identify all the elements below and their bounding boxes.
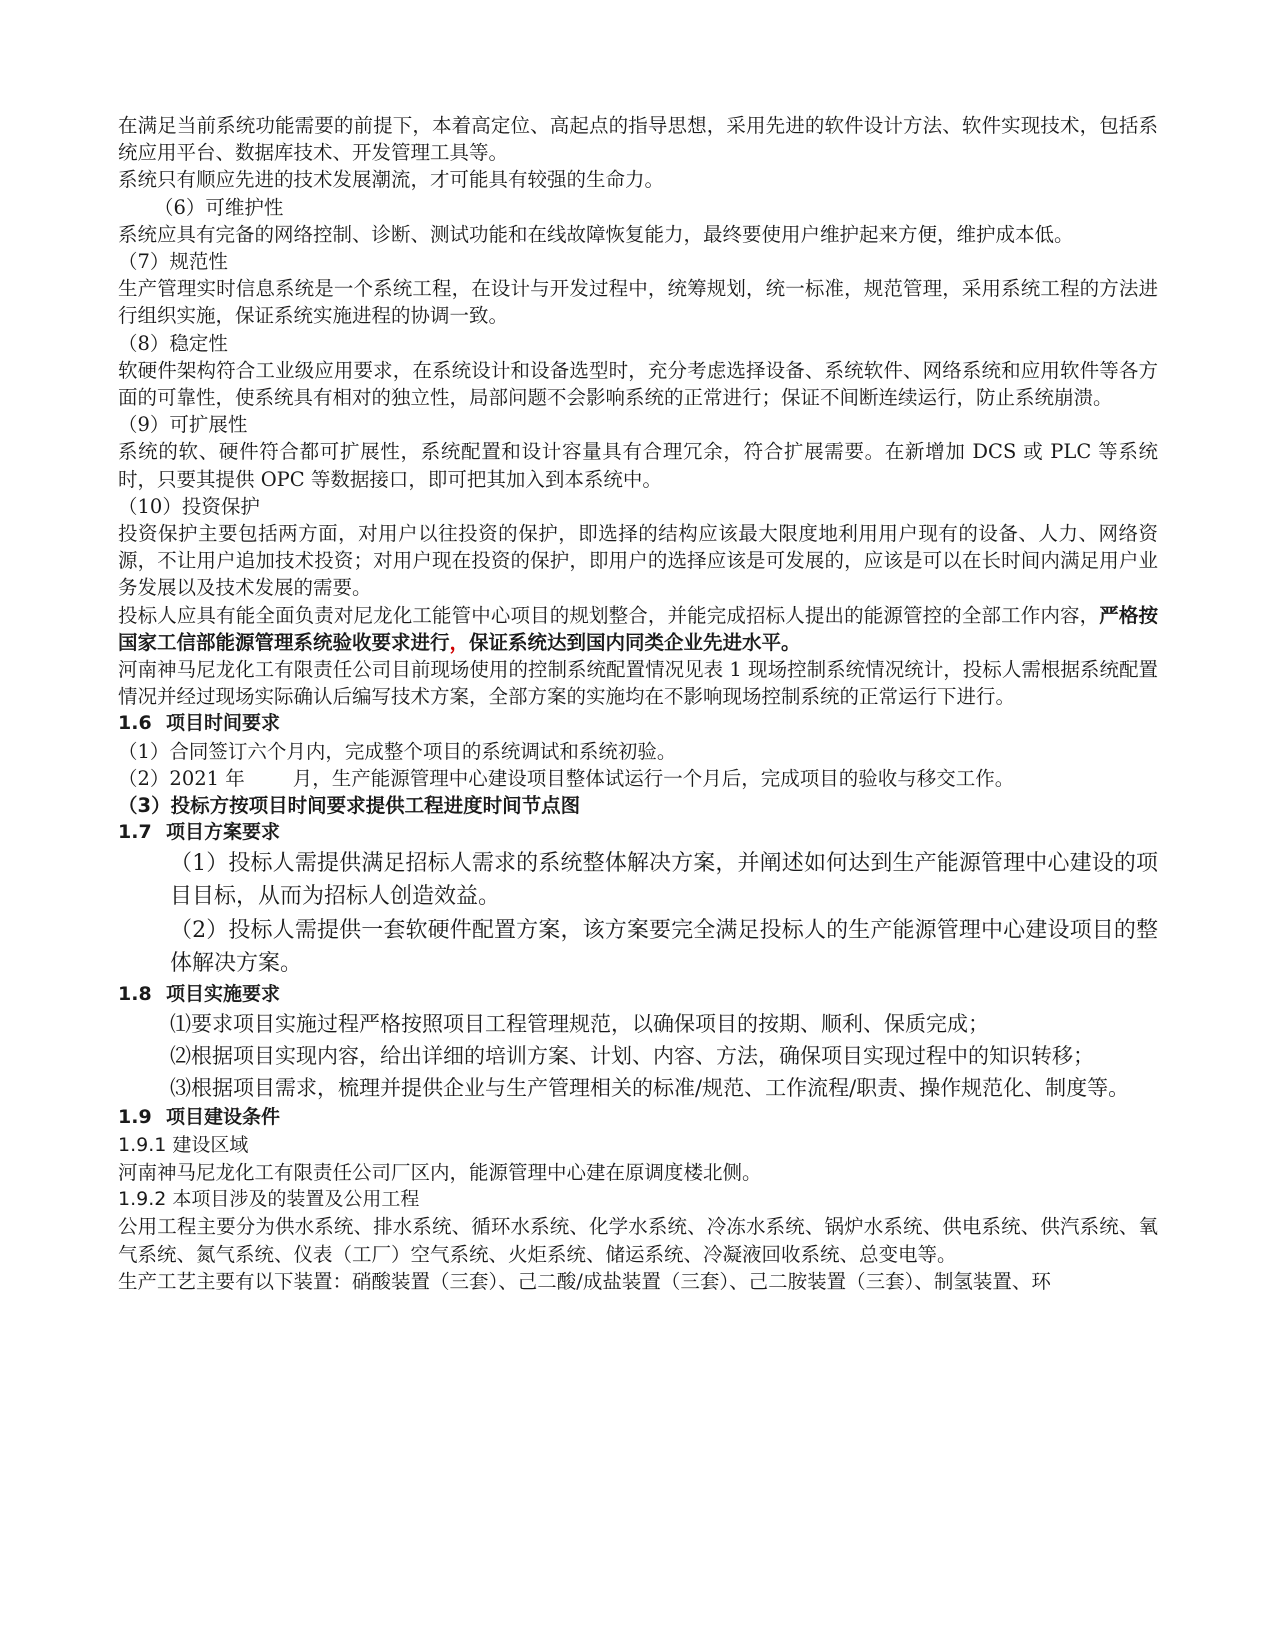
paragraph-vitality: 系统只有顺应先进的技术发展潮流，才可能具有较强的生命力。 — [118, 168, 665, 192]
section-number: 1.8 — [118, 982, 152, 1005]
sec16-item-2 — [118, 765, 1158, 792]
paragraph-control-system: 河南神马尼龙化工有限责任公司目前现场使用的控制系统配置情况见表 1 现场控制系统情况统计，投标人需根据系统配置情况并经过现场实际确认后编写技术方案，全部方案的实施均在不影响现场控制系统的正常运行下进行。 — [118, 658, 1158, 709]
heading-stability: （8）稳定性 — [118, 331, 228, 355]
bidder-emphasis-1: 严格按国家工信部能源管理系统验收要求进行 — [118, 603, 1158, 654]
sec16-item-1: （1）合同签订六个月内，完成整个项目的系统调试和系统初验。 — [118, 739, 677, 763]
bidder-period: 。 — [781, 630, 801, 654]
sec18-item-2: ⑵根据项目实现内容，给出详细的培训方案、计划、内容、方法，确保项目实现过程中的知识转移； — [170, 1044, 1094, 1069]
subsection-1-9-2: 1.9.2 本项目涉及的装置及公用工程 — [118, 1188, 420, 1211]
section-title: 项目时间要求 — [166, 712, 281, 735]
section-number: 1.9 — [118, 1106, 152, 1129]
heading-standardization: （7）规范性 — [118, 250, 228, 274]
paragraph-bidder-responsibility — [118, 602, 1158, 656]
sec18-item-3: ⑶根据项目需求，梳理并提供企业与生产管理相关的标准/规范、工作流程/职责、操作规范化、制度等。 — [170, 1076, 1130, 1101]
heading-investment-protection: （10）投资保护 — [118, 494, 260, 518]
section-number: 1.6 — [118, 712, 152, 735]
paragraph-standardization: 生产管理实时信息系统是一个系统工程，在设计与开发过程中，统筹规划，统一标准，规范管理，采用系统工程的方法进行组织实施，保证系统实施进程的协调一致。 — [118, 277, 1158, 328]
paragraph-tech-advance: 在满足当前系统功能需要的前提下，本着高定位、高起点的指导思想，采用先进的软件设计方法、软件实现技术，包括系统应用平台、数据库技术、开发管理工具等。 — [118, 114, 1158, 165]
paragraph-investment-protection: 投资保护主要包括两方面，对用户以往投资的保护，即选择的结构应该最大限度地利用用户现有的设备、人力、网络资源，不让用户追加技术投资；对用户现在投资的保护，即用户的选择应该是可发展的，应该是可以在长时间内满足用户业务发展以及技术发展的需要。 — [118, 522, 1158, 600]
paragraph-stability: 软硬件架构符合工业级应用要求，在系统设计和设备选型时，充分考虑选择设备、系统软件、网络系统和应用软件等各方面的可靠性，使系统具有相对的独立性，局部问题不会影响系统的正常进行；保证不间断连续运行，防止系统崩溃。 — [118, 358, 1158, 410]
paragraph-production-units: 生产工艺主要有以下装置：硝酸装置（三套）、己二酸/成盐装置（三套）、己二胺装置（三套）、制氢装置、环 — [118, 1269, 1051, 1293]
section-heading-1-9 — [118, 1104, 1158, 1131]
sec16-item-2-year: （2）2021 年 — [118, 767, 245, 791]
paragraph-scalability: 系统的软、硬件符合都可扩展性，系统配置和设计容量具有合理冗余，符合扩展需要。在新增加 DCS 或 PLC 等系统时，只要其提供 OPC 等数据接口，即可把其加入到本系统中。 — [118, 440, 1158, 491]
sec18-item-1: ⑴要求项目实施过程严格按照项目工程管理规范，以确保项目的按期、顺利、保质完成； — [170, 1012, 989, 1037]
bidder-emphasis-2: 保证系统达到国内同类企业先进水平 — [469, 630, 782, 654]
bidder-text: 投标人应具有能全面负责对尼龙化工能管中心项目的规划整合，并能完成招标人提出的能源管控的全部工作内容， — [118, 603, 1100, 627]
subsection-1-9-1: 1.9.1 建设区域 — [118, 1133, 249, 1156]
section-title: 项目实施要求 — [166, 982, 281, 1005]
section-heading-1-6 — [118, 710, 1158, 737]
section-heading-1-7 — [118, 819, 1158, 846]
paragraph-construction-area: 河南神马尼龙化工有限责任公司厂区内，能源管理中心建在原调度楼北侧。 — [118, 1160, 762, 1184]
section-heading-1-8 — [118, 981, 1158, 1008]
document-page — [118, 112, 1158, 1295]
sec16-item-2-rest: 月，生产能源管理中心建设项目整体试运行一个月后，完成项目的验收与移交工作。 — [292, 767, 1015, 791]
paragraph-public-works: 公用工程主要分为供水系统、排水系统、循环水系统、化学水系统、冷冻水系统、锅炉水系统、供电系统、供汽系统、氧气系统、氮气系统、仪表（工厂）空气系统、火炬系统、储运系统、冷凝液回收系统、总变电等。 — [118, 1215, 1158, 1266]
heading-scalability: （9）可扩展性 — [118, 413, 248, 437]
bidder-red-comma: ， — [449, 630, 470, 654]
section-title: 项目建设条件 — [166, 1106, 281, 1129]
sec17-item-2: （2）投标人需提供一套软硬件配置方案，该方案要完全满足投标人的生产能源管理中心建设项目的整体解决方案。 — [170, 917, 1158, 977]
sec17-item-1: （1）投标人需提供满足招标人需求的系统整体解决方案，并阐述如何达到生产能源管理中心建设的项目目标，从而为招标人创造效益。 — [170, 850, 1158, 910]
section-number: 1.7 — [118, 821, 152, 844]
paragraph-maintainability: 系统应具有完备的网络控制、诊断、测试功能和在线故障恢复能力，最终要使用户维护起来方便，维护成本低。 — [118, 222, 1074, 246]
heading-maintainability: （6）可维护性 — [154, 195, 284, 219]
section-title: 项目方案要求 — [166, 821, 281, 844]
sec16-item-3: （3）投标方按项目时间要求提供工程进度时间节点图 — [118, 794, 581, 818]
